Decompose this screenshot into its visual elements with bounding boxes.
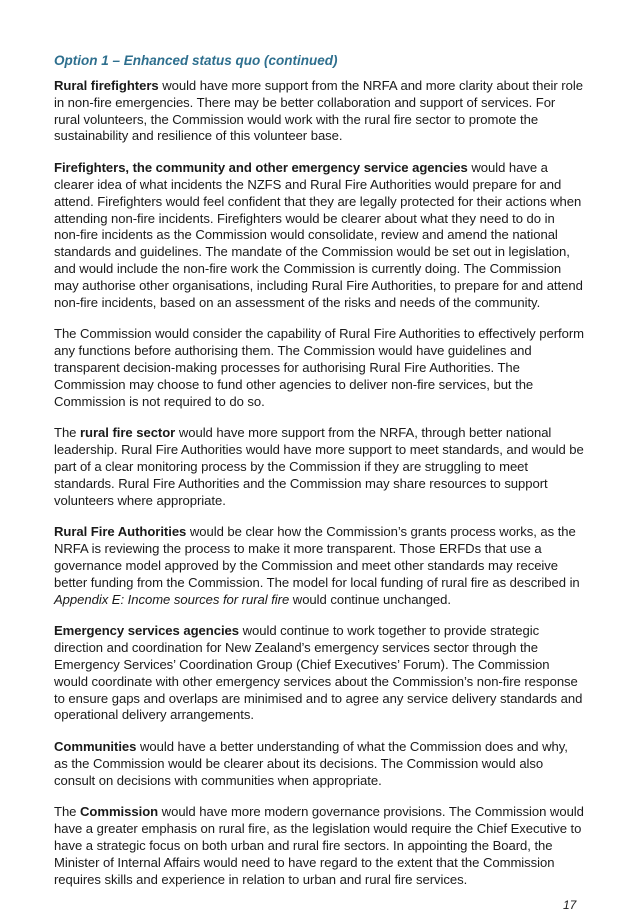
paragraph-text: would continue to work together to provide strategic direction and coordination for New Zealand’s emergency services sector through the Emergency Services’ Coordination Group (Chief Executives’ Forum). The Commission would coordinate with other emergency services about the Commission’s non-fire response to ensure gaps and overlaps are minimised and to agree any service delivery standards and operational delivery arrangements. bbox=[54, 623, 583, 723]
bold-term: Rural firefighters bbox=[54, 78, 159, 93]
paragraph-rural-fire-sector bbox=[54, 425, 584, 509]
paragraph-prefix: The bbox=[54, 425, 81, 441]
paragraph-text: would have more support from the NRFA and more clarity about their role in non-fire emergencies. There may be better collaboration and support of services. For rural volunteers, the Commission would work with the rural fire sector to promote the sustainability and resilience of this volunteer base. bbox=[54, 78, 583, 144]
paragraph-communities bbox=[54, 739, 584, 789]
appendix-reference: Appendix E: Income sources for rural fire bbox=[54, 591, 290, 607]
paragraph-text: would have more support from the NRFA, through better national leadership. Rural Fire Authorities would have more support to meet standards, and would be part of a clear monitoring process by the Commission if they are struggling to meet standards. Rural Fire Authorities and the Commission may share resources to support volunteers where appropriate. bbox=[54, 425, 584, 508]
paragraph-prefix: The bbox=[54, 804, 81, 820]
paragraph-commission-governance bbox=[54, 804, 584, 888]
bold-term: Commission bbox=[80, 804, 159, 820]
paragraph-rural-fire-authorities bbox=[54, 524, 584, 608]
paragraph-rural-firefighters bbox=[54, 78, 584, 145]
bold-term: rural fire sector bbox=[80, 425, 176, 441]
bold-term: Firefighters, the community and other emergency service agencies bbox=[54, 160, 468, 176]
paragraph-firefighters-community bbox=[54, 160, 584, 311]
paragraph-text: would have a better understanding of what the Commission does and why, as the Commission would be clearer about its decisions. The Commission would also consult on decisions with communities when appropriate. bbox=[54, 739, 568, 788]
document-page bbox=[54, 52, 584, 903]
paragraph-tail: would continue unchanged. bbox=[289, 591, 451, 607]
paragraph-text: The Commission would consider the capability of Rural Fire Authorities to effectively perform any functions before authorising them. The Commission would have guidelines and transparent decision-making processes for authorising Rural Fire Authorities. The Commission may choose to fund other agencies to deliver non-fire services, but the Commission is not required to do so. bbox=[54, 326, 585, 409]
paragraph-commission-capability bbox=[54, 326, 584, 410]
bold-term: Rural Fire Authorities bbox=[54, 524, 187, 540]
paragraph-text: would have a clearer idea of what incidents the NZFS and Rural Fire Authorities would prepare for and attend. Firefighters would feel confident that they are legally protected for their actions when attending non-fire incidents. Firefighters would be clearer about what they need to do in non-fire incidents as the Commission would consolidate, review and amend the national standards and guidelines. The mandate of the Commission would be set out in legislation, and would include the non-fire work the Commission is currently doing. The Commission may authorise other organisations, including Rural Fire Authorities, to prepare for and attend non-fire incidents, based on an assessment of the risks and needs of the community. bbox=[54, 160, 583, 310]
bold-term: Emergency services agencies bbox=[54, 623, 239, 639]
section-heading: Option 1 – Enhanced status quo (continued) bbox=[54, 53, 338, 68]
paragraph-text: would have more modern governance provisions. The Commission would have a greater emphasis on rural fire, as the legislation would require the Chief Executive to have a strategic focus on both urban and rural fire sectors. In appointing the Board, the Minister of Internal Affairs would need to have regard to the extent that the Commission requires skills and experience in relation to urban and rural fire services. bbox=[54, 804, 584, 887]
paragraph-text: would be clear how the Commission’s grants process works, as the NRFA is reviewing the process to make it more transparent. Those ERFDs that use a governance model approved by the Commission and meet other standards may receive better funding from the Commission. The model for local funding of rural fire as described in bbox=[54, 524, 580, 590]
bold-term: Communities bbox=[54, 739, 137, 755]
paragraph-emergency-services bbox=[54, 623, 584, 724]
page-number: 17 bbox=[563, 898, 577, 912]
